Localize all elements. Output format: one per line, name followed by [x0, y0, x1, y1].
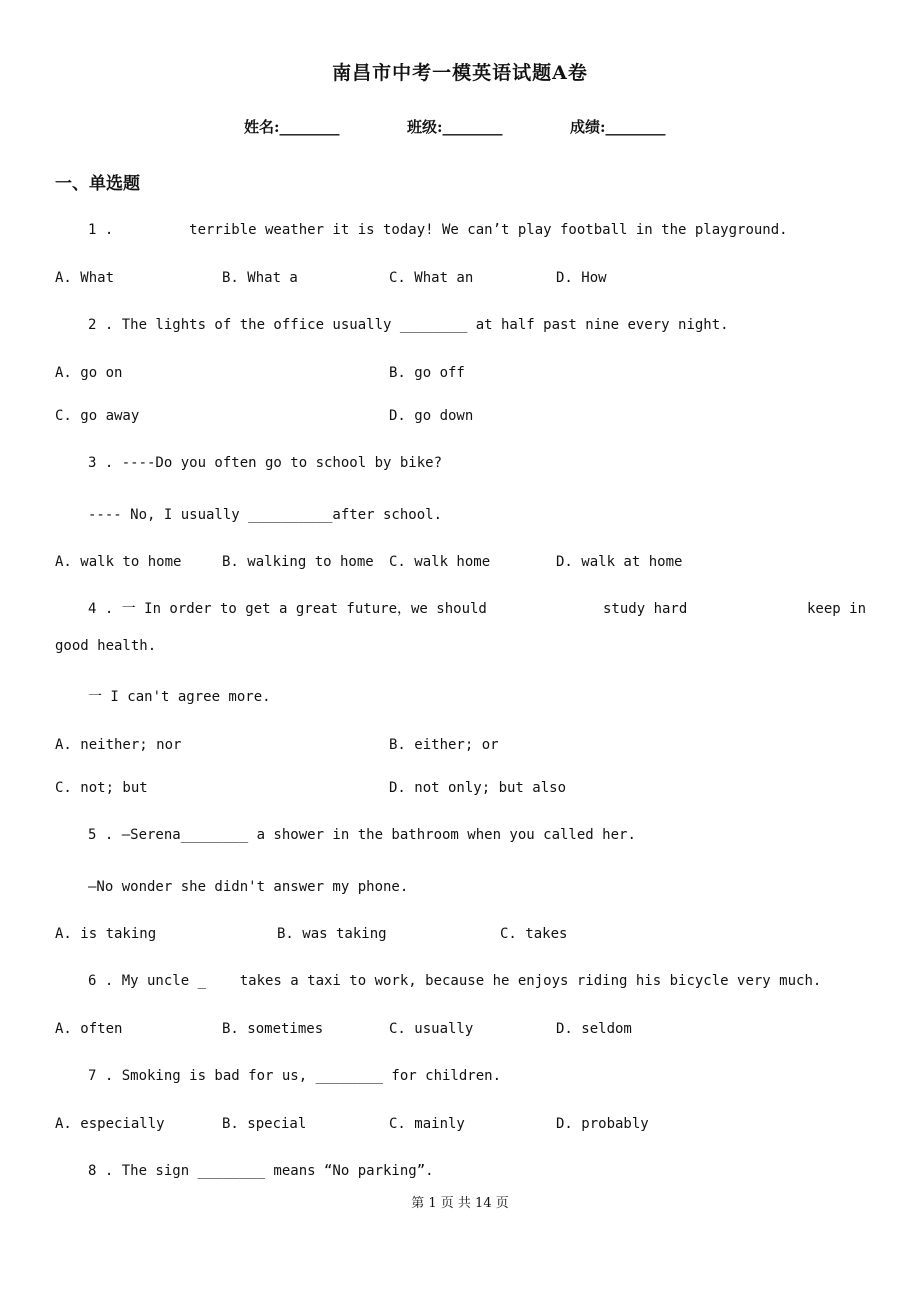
question-6-option-a[interactable]: A. often — [55, 1021, 123, 1037]
question-5-stem: 5 . —Serena________ a shower in the bathroom when you called her. — [88, 827, 636, 843]
question-1-stem: 1 . terrible weather it is today! We can’t play football in the playground. — [88, 222, 788, 238]
question-7-option-c[interactable]: C. mainly — [389, 1116, 465, 1132]
question-4-stem-reply: 一 I can't agree more. — [88, 689, 271, 705]
question-1-option-c[interactable]: C. What an — [389, 270, 474, 286]
question-2-option-b[interactable]: B. go off — [389, 365, 465, 381]
question-3-stem-reply: ---- No, I usually __________after school. — [88, 507, 443, 523]
question-4-stem-continued: good health. — [55, 638, 157, 654]
question-3-option-c[interactable]: C. walk home — [389, 554, 491, 570]
question-2-option-d[interactable]: D. go down — [389, 408, 474, 424]
question-3-stem: 3 . ----Do you often go to school by bike? — [88, 455, 443, 471]
question-6-option-d[interactable]: D. seldom — [556, 1021, 632, 1037]
question-6-option-b[interactable]: B. sometimes — [222, 1021, 324, 1037]
question-2-stem: 2 . The lights of the office usually ________ at half past nine every night. — [88, 317, 729, 333]
class-field: 班级:________ — [407, 118, 503, 136]
question-1-option-a[interactable]: A. What — [55, 270, 115, 286]
question-6-option-c[interactable]: C. usually — [389, 1021, 474, 1037]
question-1-option-d[interactable]: D. How — [556, 270, 607, 286]
question-4-stem-end: keep in — [807, 601, 867, 617]
question-3-option-d[interactable]: D. walk at home — [556, 554, 683, 570]
question-2-option-c[interactable]: C. go away — [55, 408, 140, 424]
question-7-option-b[interactable]: B. special — [222, 1116, 307, 1132]
question-7-option-d[interactable]: D. probably — [556, 1116, 649, 1132]
page-title: 南昌市中考一模英语试题A卷 — [332, 62, 588, 84]
question-6-stem: 6 . My uncle _ takes a taxi to work, because he enjoys riding his bicycle very much. — [88, 973, 822, 989]
question-3-option-b[interactable]: B. walking to home — [222, 554, 374, 570]
name-field: 姓名:________ — [244, 118, 340, 136]
question-2-option-a[interactable]: A. go on — [55, 365, 123, 381]
score-field: 成绩:________ — [570, 118, 666, 136]
question-5-option-b[interactable]: B. was taking — [277, 926, 387, 942]
question-4-option-b[interactable]: B. either; or — [389, 737, 499, 753]
question-4-stem: 4 . 一 In order to get a great future，we should — [88, 601, 487, 617]
question-5-option-a[interactable]: A. is taking — [55, 926, 157, 942]
question-4-stem-middle: study hard — [603, 601, 688, 617]
question-4-option-c[interactable]: C. not; but — [55, 780, 148, 796]
section-title: 一、单选题 — [55, 174, 140, 194]
page-footer: 第 1 页 共 14 页 — [411, 1196, 509, 1211]
question-7-stem: 7 . Smoking is bad for us, ________ for children. — [88, 1068, 502, 1084]
question-4-option-d[interactable]: D. not only; but also — [389, 780, 567, 796]
question-7-option-a[interactable]: A. especially — [55, 1116, 165, 1132]
question-4-option-a[interactable]: A. neither; nor — [55, 737, 182, 753]
question-3-option-a[interactable]: A. walk to home — [55, 554, 182, 570]
question-5-option-c[interactable]: C. takes — [500, 926, 568, 942]
question-1-option-b[interactable]: B. What a — [222, 270, 298, 286]
question-8-stem: 8 . The sign ________ means “No parking”. — [88, 1163, 434, 1179]
question-5-stem-reply: —No wonder she didn't answer my phone. — [88, 879, 409, 895]
